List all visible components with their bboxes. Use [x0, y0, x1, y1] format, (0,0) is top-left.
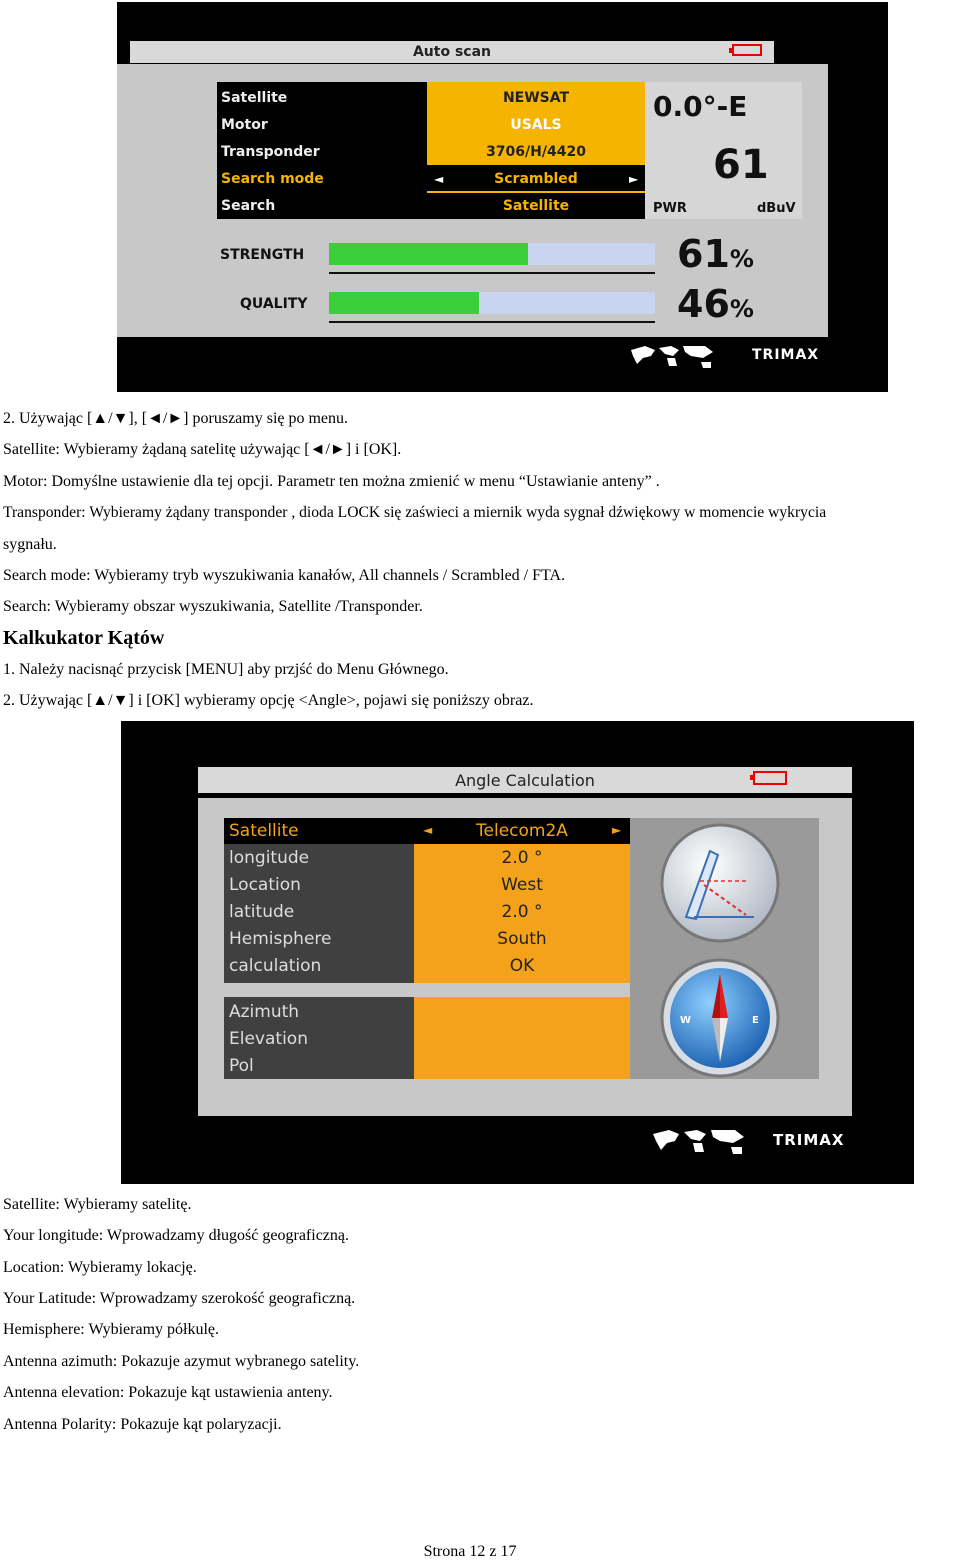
- menu-label-satellite[interactable]: Satellite: [221, 90, 288, 106]
- value-transponder: 3706/H/4420: [486, 144, 586, 160]
- text-line: Your Latitude: Wprowadzamy szerokość geograficzną.: [3, 1290, 356, 1307]
- label-pol: Pol: [229, 1056, 254, 1076]
- label-elevation: Elevation: [229, 1029, 308, 1049]
- text-line: Your longitude: Wprowadzamy długość geograficzną.: [3, 1227, 349, 1244]
- value-longitude[interactable]: 2.0 °: [501, 848, 543, 868]
- text-line: Search: Wybieramy obszar wyszukiwania, Satellite /Transponder.: [3, 598, 423, 615]
- compass-icon: [658, 956, 782, 1080]
- value-calculation[interactable]: OK: [509, 956, 535, 976]
- text-line: Antenna azimuth: Pokazuje azymut wybranego satelity.: [3, 1353, 360, 1370]
- satellite-position: 0.0°-E: [653, 90, 748, 123]
- strength-percent: 61%: [677, 232, 754, 276]
- text-line: sygnału.: [3, 536, 57, 553]
- angle-calculation-screenshot: [121, 721, 914, 1184]
- battery-icon: [753, 771, 787, 785]
- menu-label-search[interactable]: Search: [221, 198, 276, 214]
- text-line: Transponder: Wybieramy żądany transponder , dioda LOCK się zaświeci a miernik wyda sygnał dźwiękowy w momencie wykrycia: [3, 504, 827, 521]
- value-search-mode[interactable]: Scrambled: [494, 171, 578, 187]
- quality-label: QUALITY: [240, 296, 308, 312]
- label-satellite[interactable]: Satellite: [229, 821, 299, 841]
- label-azimuth: Azimuth: [229, 1002, 300, 1022]
- text-line: Hemisphere: Wybieramy półkulę.: [3, 1321, 220, 1338]
- pwr-label: PWR: [653, 201, 687, 216]
- strength-label: STRENGTH: [220, 247, 305, 263]
- left-arrow-icon[interactable]: ◄: [423, 823, 433, 837]
- menu-label-motor[interactable]: Motor: [221, 117, 268, 133]
- text-line: 1. Należy nacisnąć przycisk [MENU] aby przjść do Menu Głównego.: [3, 661, 449, 678]
- right-arrow-icon[interactable]: ►: [629, 172, 639, 186]
- text-line: Search mode: Wybieramy tryb wyszukiwania kanałów, All channels / Scrambled / FTA.: [3, 567, 566, 584]
- strength-scale: [329, 266, 655, 274]
- page-footer: Strona 12 z 17: [423, 1543, 517, 1560]
- strength-bar: [329, 243, 655, 265]
- left-arrow-icon[interactable]: ◄: [434, 172, 444, 186]
- text-line: Antenna Polarity: Pokazuje kąt polaryzacji.: [3, 1416, 282, 1433]
- battery-icon: [732, 44, 762, 56]
- text-line: 2. Używając [▲/▼], [◄/►] poruszamy się po menu.: [3, 410, 349, 427]
- menu-label-search-mode[interactable]: Search mode: [221, 171, 324, 187]
- world-map-icon: [649, 1126, 749, 1156]
- value-motor: USALS: [510, 117, 562, 133]
- quality-bar: [329, 292, 655, 314]
- angle-calculation-title: Angle Calculation: [198, 767, 852, 793]
- label-location[interactable]: Location: [229, 875, 301, 895]
- value-satellite[interactable]: Telecom2A: [476, 821, 568, 841]
- elevation-dish-icon: [658, 821, 782, 945]
- value-latitude[interactable]: 2.0 °: [501, 902, 543, 922]
- text-line: Motor: Domyślne ustawienie dla tej opcji. Parametr ten można zmienić w menu “Ustawianie anteny” .: [3, 473, 660, 490]
- quality-bar-fill: [329, 292, 479, 314]
- auto-scan-screenshot: [117, 2, 888, 392]
- quality-scale: [329, 315, 655, 323]
- value-satellite: NEWSAT: [502, 90, 570, 106]
- auto-scan-title: Auto scan: [130, 41, 774, 63]
- text-line: 2. Używając [▲/▼] i [OK] wybieramy opcję <Angle>, pojawi się poniższy obraz.: [3, 692, 534, 709]
- strength-bar-fill: [329, 243, 528, 265]
- menu-label-transponder[interactable]: Transponder: [221, 144, 320, 160]
- brand-logo: TRIMAX: [752, 347, 820, 363]
- dbuv-label: dBuV: [757, 201, 796, 216]
- world-map-icon: [627, 342, 717, 370]
- text-line: Satellite: Wybieramy satelitę.: [3, 1196, 192, 1213]
- compass-east-letter: E: [752, 1015, 759, 1026]
- brand-logo: TRIMAX: [773, 1131, 845, 1149]
- right-arrow-icon[interactable]: ►: [612, 823, 622, 837]
- quality-percent: 46%: [677, 282, 754, 326]
- section-heading: Kalkukator Kątów: [3, 627, 165, 649]
- value-search: Satellite: [502, 198, 570, 214]
- compass-west-letter: W: [680, 1015, 692, 1026]
- value-hemisphere[interactable]: South: [497, 929, 547, 949]
- label-latitude[interactable]: latitude: [229, 902, 295, 922]
- label-hemisphere[interactable]: Hemisphere: [229, 929, 332, 949]
- text-line: Antenna elevation: Pokazuje kąt ustawienia anteny.: [3, 1384, 333, 1401]
- text-line: Location: Wybieramy lokację.: [3, 1259, 197, 1276]
- result-value-box: [414, 997, 630, 1079]
- label-calculation[interactable]: calculation: [229, 956, 322, 976]
- label-longitude[interactable]: longitude: [229, 848, 310, 868]
- value-location[interactable]: West: [501, 875, 543, 895]
- text-line: Satellite: Wybieramy żądaną satelitę używając [◄/►] i [OK].: [3, 441, 402, 458]
- signal-value: 61: [713, 142, 769, 188]
